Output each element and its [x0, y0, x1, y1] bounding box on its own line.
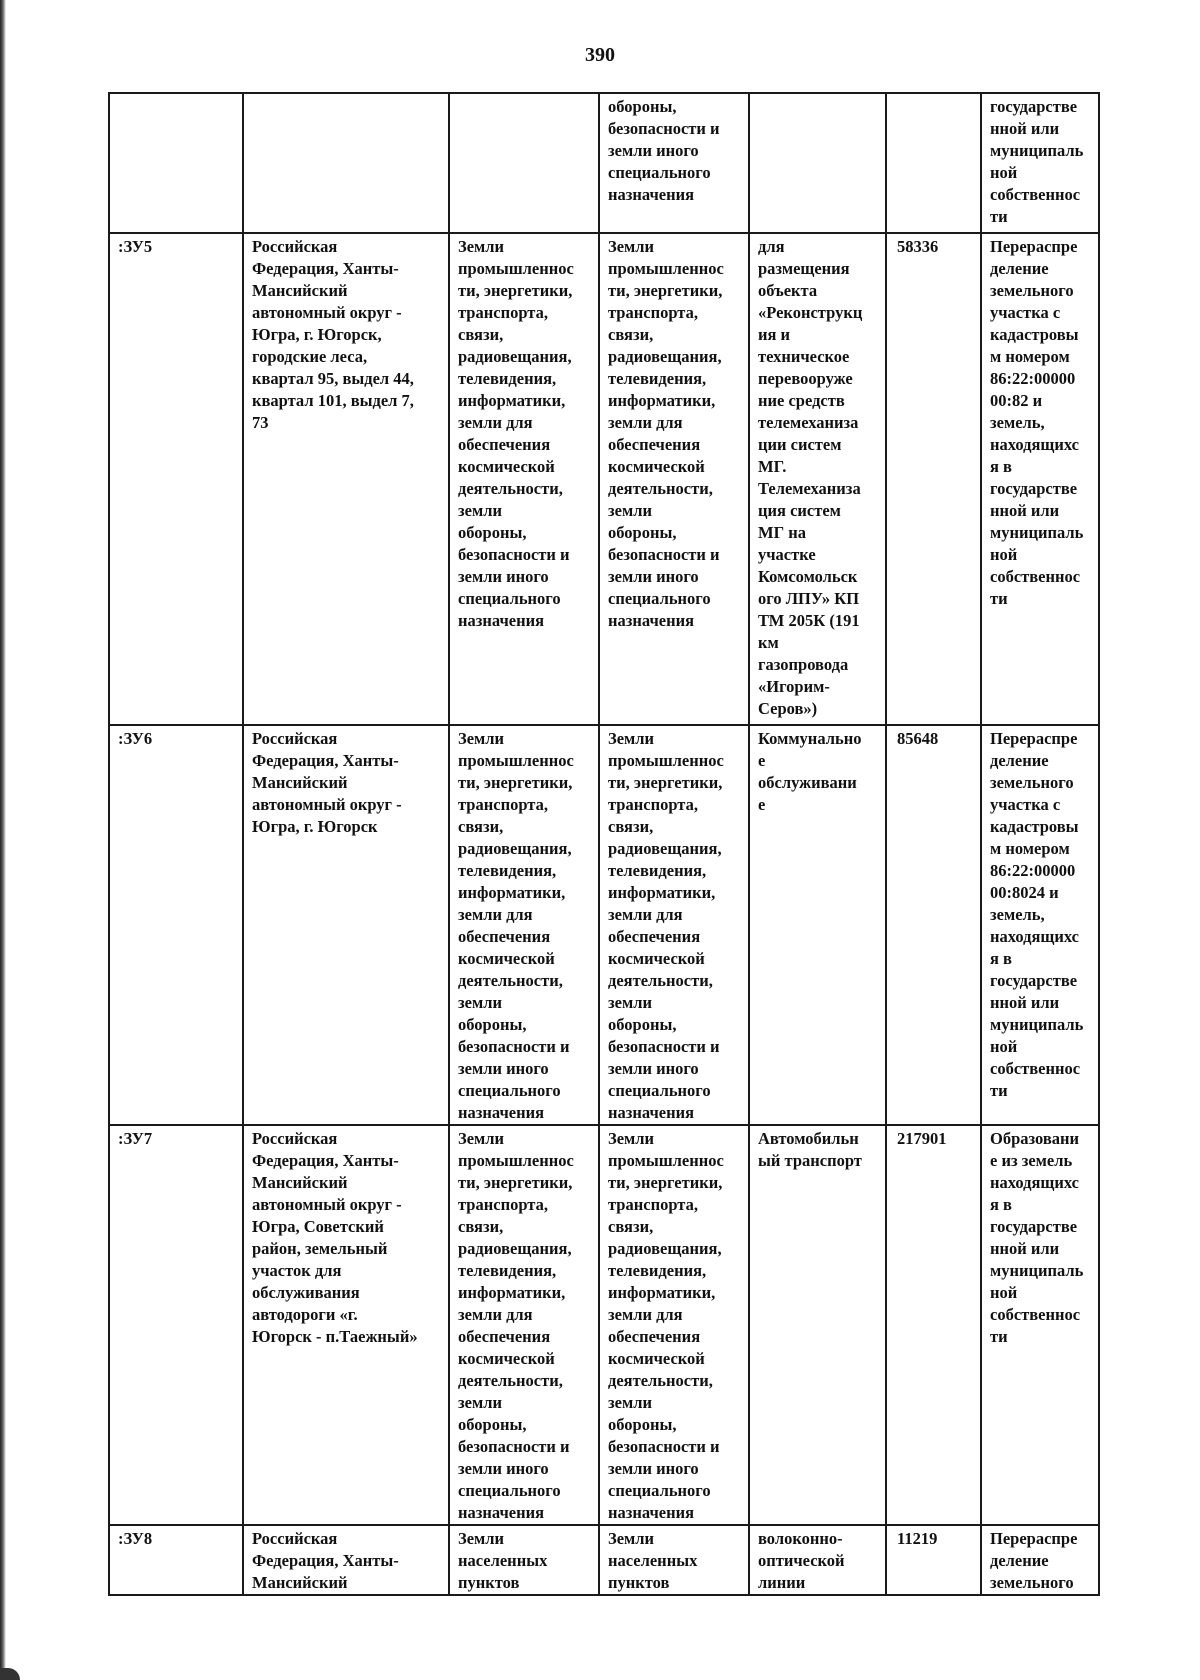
formation-method-cell: Перераспре деление земельного участка с кадастровы м номером 86:22:00000 00:82 и земель, находящихс я в государстве нной или муниципаль ной собственнос ти: [981, 233, 1099, 725]
area-cell: 85648: [886, 725, 981, 1125]
plot-id-cell: :ЗУ6: [109, 725, 243, 1125]
location-cell: Российская Федерация, Ханты- Мансийский автономный округ - Югра, Советский район, земельный участок для обслуживания автодороги «г. Югорск - п.Таежный»: [243, 1125, 449, 1525]
land-category-source-cell: Земли промышленнос ти, энергетики, транспорта, связи, радиовещания, телевидения, информатики, земли для обеспечения космической деятельности, земли обороны, безопасности и земли иного специального назначения: [449, 1125, 599, 1525]
formation-method-cell: Образовани е из земель находящихс я в государстве нной или муниципаль ной собственнос ти: [981, 1125, 1099, 1525]
area-cell: 217901: [886, 1125, 981, 1525]
page-number: 390: [585, 44, 615, 66]
table-row: [109, 93, 1099, 233]
land-category-source-cell: [449, 93, 599, 233]
table-row: [109, 233, 1099, 725]
permitted-use-cell: [749, 93, 886, 233]
area-cell: 11219: [886, 1525, 981, 1595]
permitted-use-cell: волоконно- оптической линии: [749, 1525, 886, 1595]
table-row: [109, 725, 1099, 1125]
permitted-use-cell: Коммунально е обслуживани е: [749, 725, 886, 1125]
plot-id-cell: [109, 93, 243, 233]
permitted-use-cell: для размещения объекта «Реконструкц ия и техническое перевооруже ние средств телемеханиза ции систем МГ. Телемеханиза ция систем МГ на участке Комсомольск ого ЛПУ» КП ТМ 205К (191 км газопровода «Игорим- Серов»): [749, 233, 886, 725]
area-cell: 58336: [886, 233, 981, 725]
land-category-target-cell: обороны, безопасности и земли иного специального назначения: [599, 93, 749, 233]
formation-method-cell: государстве нной или муниципаль ной собственнос ти: [981, 93, 1099, 233]
land-category-target-cell: Земли промышленнос ти, энергетики, транспорта, связи, радиовещания, телевидения, информатики, земли для обеспечения космической деятельности, земли обороны, безопасности и земли иного специального назначения: [599, 233, 749, 725]
formation-method-cell: Перераспре деление земельного участка с кадастровы м номером 86:22:00000 00:8024 и земель, находящихс я в государстве нной или муниципаль ной собственнос ти: [981, 725, 1099, 1125]
plot-id-cell: :ЗУ5: [109, 233, 243, 725]
location-cell: Российская Федерация, Ханты- Мансийский автономный округ - Югра, г. Югорск, городские леса, квартал 95, выдел 44, квартал 101, выдел 7, 73: [243, 233, 449, 725]
land-category-source-cell: Земли промышленнос ти, энергетики, транспорта, связи, радиовещания, телевидения, информатики, земли для обеспечения космической деятельности, земли обороны, безопасности и земли иного специального назначения: [449, 233, 599, 725]
land-plots-table: [108, 92, 1100, 1596]
plot-id-cell: :ЗУ8: [109, 1525, 243, 1595]
land-category-source-cell: Земли населенных пунктов: [449, 1525, 599, 1595]
scan-edge-left: [0, 0, 6, 1680]
location-cell: Российская Федерация, Ханты- Мансийский: [243, 1525, 449, 1595]
land-category-source-cell: Земли промышленнос ти, энергетики, транспорта, связи, радиовещания, телевидения, информатики, земли для обеспечения космической деятельности, земли обороны, безопасности и земли иного специального назначения: [449, 725, 599, 1125]
location-cell: Российская Федерация, Ханты- Мансийский автономный округ - Югра, г. Югорск: [243, 725, 449, 1125]
scan-edge-bottom: [0, 1668, 20, 1680]
land-category-target-cell: Земли промышленнос ти, энергетики, транспорта, связи, радиовещания, телевидения, информатики, земли для обеспечения космической деятельности, земли обороны, безопасности и земли иного специального назначения: [599, 725, 749, 1125]
permitted-use-cell: Автомобильн ый транспорт: [749, 1125, 886, 1525]
land-category-target-cell: Земли промышленнос ти, энергетики, транспорта, связи, радиовещания, телевидения, информатики, земли для обеспечения космической деятельности, земли обороны, безопасности и земли иного специального назначения: [599, 1125, 749, 1525]
table-row: [109, 1525, 1099, 1595]
table-row: [109, 1125, 1099, 1525]
land-category-target-cell: Земли населенных пунктов: [599, 1525, 749, 1595]
formation-method-cell: Перераспре деление земельного: [981, 1525, 1099, 1595]
location-cell: [243, 93, 449, 233]
plot-id-cell: :ЗУ7: [109, 1125, 243, 1525]
area-cell: [886, 93, 981, 233]
